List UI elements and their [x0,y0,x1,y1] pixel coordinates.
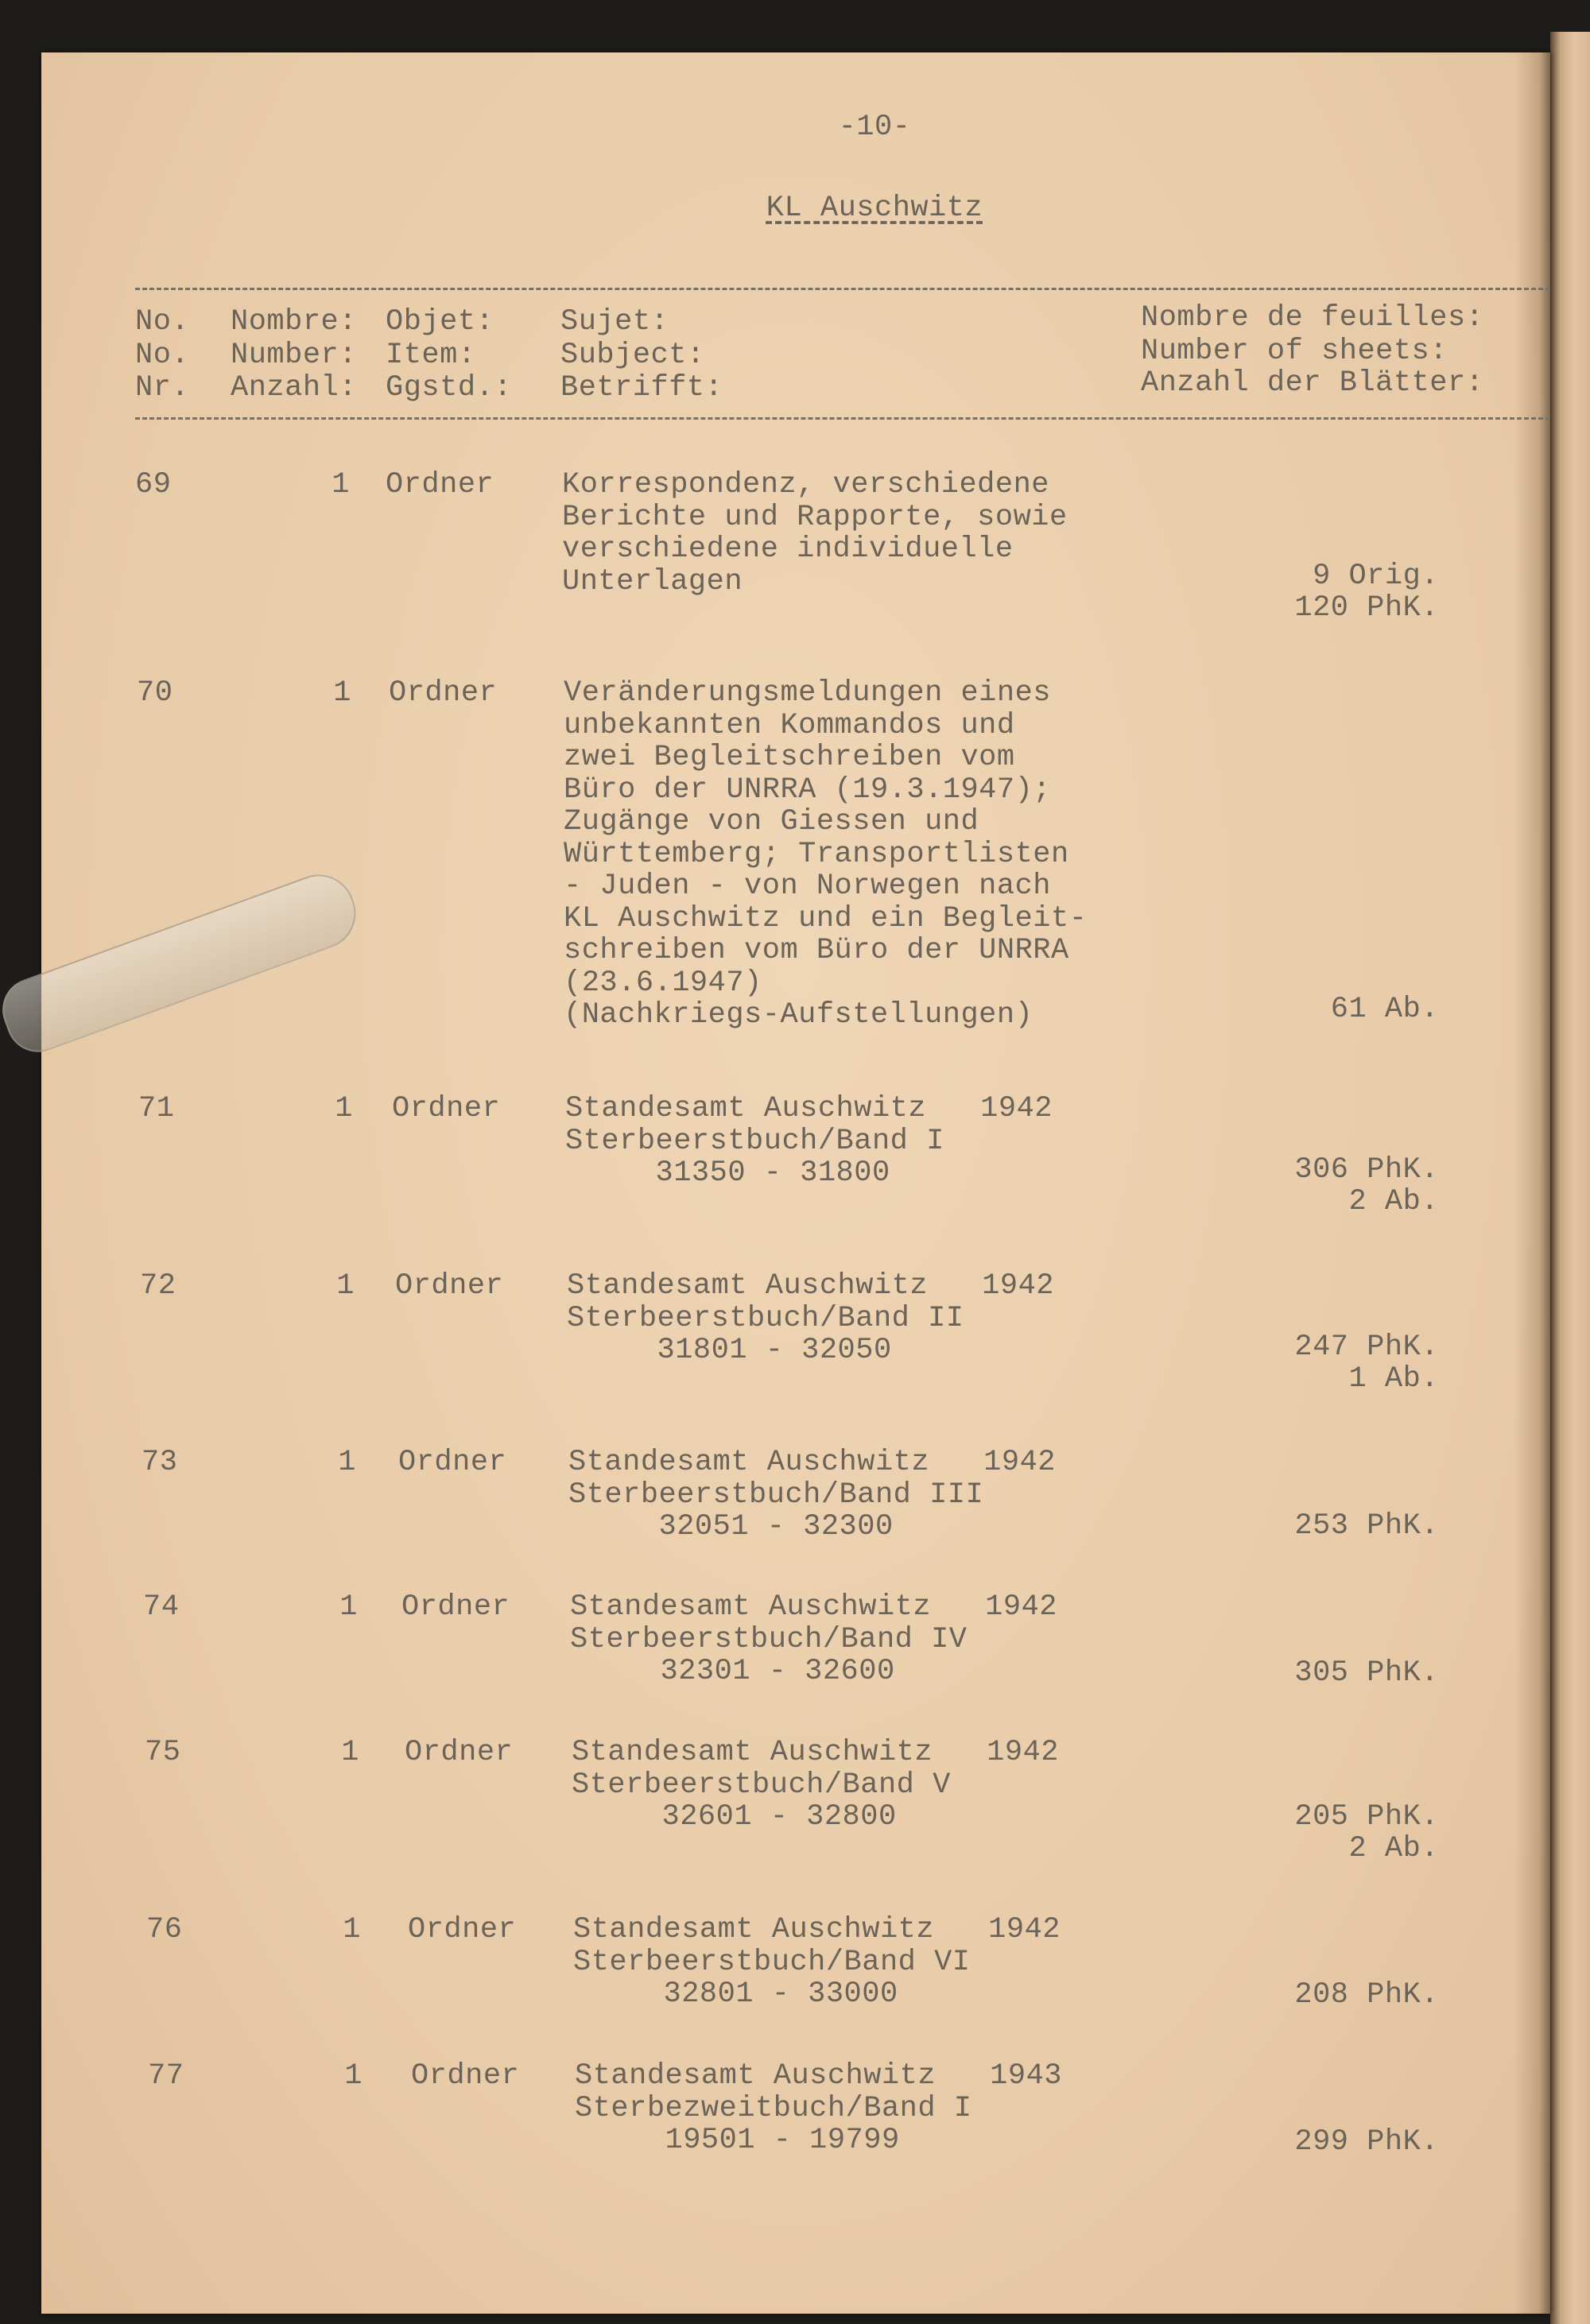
entry-number: 70 [137,676,173,710]
entry-subject-line: Sterbeerstbuch/Band I [565,1124,944,1158]
entry-subject-line: Standesamt Auschwitz 1942 [573,1913,1061,1946]
entry-sheets: 9 Orig. [1313,560,1439,593]
entry-sheets: 205 PhK. [1294,1800,1439,1834]
entry-subject-line: Württemberg; Transportlisten [564,837,1069,871]
entry-sheets: 305 PhK. [1294,1656,1439,1690]
entry-subject-line: KL Auschwitz und ein Begleit- [564,901,1088,935]
entry-subject-line: schreiben vom Büro der UNRRA [564,934,1069,967]
entry-sheets: 253 PhK. [1294,1509,1439,1543]
entry-count: 1 [341,1736,359,1769]
entry-sheets: 299 PhK. [1294,2125,1439,2159]
entry-subject-line: 19501 - 19799 [575,2124,900,2157]
entry-number: 75 [145,1736,181,1769]
entry-number: 69 [135,468,172,502]
header-top-rule [135,288,1550,290]
entry-number: 71 [138,1092,175,1125]
entry-subject-line: Zugänge von Giessen und [564,805,979,839]
entry-sheets: 208 PhK. [1294,1978,1439,2012]
entry-subject-line: Berichte und Rapporte, sowie [562,500,1068,534]
entry-sheets: 2 Ab. [1348,1832,1439,1865]
entry-subject-line: Sterbeerstbuch/Band V [572,1768,951,1802]
entry-count: 1 [336,1269,355,1303]
entry-sheets: 247 PhK. [1294,1330,1439,1364]
entry-subject-line: Standesamt Auschwitz 1942 [570,1590,1057,1624]
entry-subject-line: Sterbeerstbuch/Band II [567,1301,964,1335]
entry-subject-line: Sterbezweitbuch/Band I [575,2091,972,2125]
entry-sheets: 306 PhK. [1294,1153,1439,1187]
entry-subject-line: Büro der UNRRA (19.3.1947); [564,773,1051,807]
entry-subject-line: Korrespondenz, verschiedene [562,468,1049,502]
entry-sheets: 1 Ab. [1348,1362,1439,1396]
entry-number: 72 [140,1269,176,1303]
entry-subject-line: unbekannten Kommandos und [564,708,1015,742]
entry-sheets: 61 Ab. [1330,993,1439,1026]
entry-number: 73 [142,1446,178,1479]
entry-item: Ordner [389,676,498,710]
entry-count: 1 [335,1092,353,1125]
entry-subject-line: Standesamt Auschwitz 1942 [565,1092,1053,1125]
entry-count: 1 [338,1446,356,1479]
adjacent-page-edge [1550,32,1590,2324]
entry-item: Ordner [398,1446,507,1479]
entry-subject-line: 32801 - 33000 [573,1977,898,2011]
page-title: KL Auschwitz [766,192,983,225]
entry-subject-line: Standesamt Auschwitz 1942 [572,1736,1059,1769]
header-bottom-rule [135,417,1550,420]
entry-subject-line: - Juden - von Norwegen nach [564,870,1051,903]
entry-count: 1 [333,676,351,710]
entry-sheets: 2 Ab. [1348,1185,1439,1218]
entry-subject-line: zwei Begleitschreiben vom [564,741,1015,774]
entry-subject-line: Standesamt Auschwitz 1943 [575,2059,1062,2093]
entry-number: 74 [143,1590,180,1624]
entry-subject-line: Unterlagen [562,564,743,598]
entry-subject-line: 32601 - 32800 [572,1800,897,1834]
entry-count: 1 [332,468,350,502]
entry-item: Ordner [401,1590,510,1624]
entry-subject-line: Veränderungsmeldungen eines [564,676,1051,710]
entry-subject-line: Sterbeerstbuch/Band VI [573,1945,971,1979]
entry-subject-line: 32301 - 32600 [570,1655,895,1688]
entry-subject-line: Standesamt Auschwitz 1942 [567,1269,1054,1303]
entry-subject-line: verschiedene individuelle [562,533,1014,566]
entry-item: Ordner [392,1092,501,1125]
entry-item: Ordner [395,1269,504,1303]
entry-sheets: 120 PhK. [1294,591,1439,625]
entry-item: Ordner [386,468,494,502]
entry-subject-line: (Nachkriegs-Aufstellungen) [564,998,1034,1032]
entry-item: Ordner [408,1913,517,1946]
entry-subject-line: 31350 - 31800 [565,1156,890,1190]
entry-count: 1 [339,1590,358,1624]
entry-item: Ordner [405,1736,514,1769]
entry-number: 76 [146,1913,183,1946]
entry-count: 1 [344,2059,363,2093]
page-gutter-shadow [1514,52,1550,2314]
entry-item: Ordner [411,2059,520,2093]
entry-number: 77 [148,2059,184,2093]
entry-subject-line: 31801 - 32050 [567,1334,892,1367]
entry-subject-line: Sterbeerstbuch/Band III [568,1478,984,1512]
entry-subject-line: 32051 - 32300 [568,1510,894,1544]
entry-subject-line: Sterbeerstbuch/Band IV [570,1622,968,1656]
entry-subject-line: Standesamt Auschwitz 1942 [568,1446,1056,1479]
entry-subject-line: (23.6.1947) [564,966,762,1000]
entry-count: 1 [343,1913,361,1946]
page-number: -10- [838,110,911,144]
